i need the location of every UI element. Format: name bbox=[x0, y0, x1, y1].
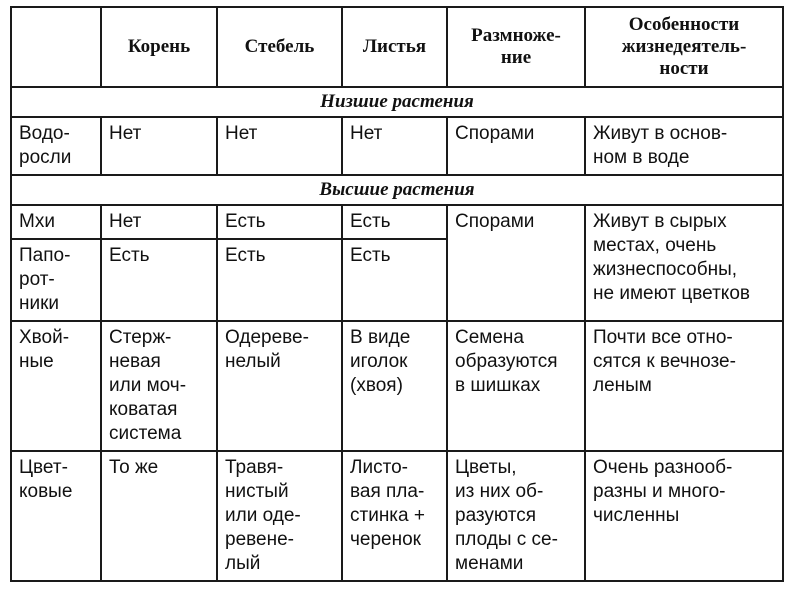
header-cell-root: Корень bbox=[101, 7, 217, 87]
header-cell-stem: Стебель bbox=[217, 7, 342, 87]
table-row-algae bbox=[11, 117, 783, 175]
table-cell: Есть bbox=[217, 239, 342, 321]
table-row-mosses bbox=[11, 205, 783, 239]
section-title-lower: Низшие растения bbox=[11, 87, 783, 117]
table-row-flowering bbox=[11, 451, 783, 581]
table-cell: Почти все отно- сятся к вечнозе- леным bbox=[585, 321, 783, 451]
table-cell: Стерж- невая или моч- коватая система bbox=[101, 321, 217, 451]
row-label-algae: Водо- росли bbox=[11, 117, 101, 175]
table-cell: Спорами bbox=[447, 205, 585, 321]
row-label-ferns: Папо- рот- ники bbox=[11, 239, 101, 321]
table-cell: Нет bbox=[342, 117, 447, 175]
table-cell: Нет bbox=[101, 117, 217, 175]
table-cell: Есть bbox=[342, 239, 447, 321]
plants-comparison-table bbox=[10, 6, 784, 582]
row-label-conifers: Хвой- ные bbox=[11, 321, 101, 451]
table-cell: Есть bbox=[217, 205, 342, 239]
table-cell: Живут в сырых местах, очень жизнеспособны, не имеют цветков bbox=[585, 205, 783, 321]
table-cell: То же bbox=[101, 451, 217, 581]
table-cell: Нет bbox=[101, 205, 217, 239]
table-cell: Травя- нистый или оде- ревене- лый bbox=[217, 451, 342, 581]
row-label-mosses: Мхи bbox=[11, 205, 101, 239]
table-cell: В виде иголок (хвоя) bbox=[342, 321, 447, 451]
section-row-higher bbox=[11, 175, 783, 205]
header-cell-features: Особенности жизнедеятель- ности bbox=[585, 7, 783, 87]
section-row-lower bbox=[11, 87, 783, 117]
header-cell-leaves: Листья bbox=[342, 7, 447, 87]
table-row-conifers bbox=[11, 321, 783, 451]
section-title-higher: Высшие растения bbox=[11, 175, 783, 205]
header-cell-reproduction: Размноже- ние bbox=[447, 7, 585, 87]
table-cell: Есть bbox=[342, 205, 447, 239]
table-cell: Семена образуются в шишках bbox=[447, 321, 585, 451]
table-cell: Листо- вая пла- стинка + черенок bbox=[342, 451, 447, 581]
table-cell: Цветы, из них об- разуются плоды с се- менами bbox=[447, 451, 585, 581]
table-cell: Спорами bbox=[447, 117, 585, 175]
row-label-flowering: Цвет- ковые bbox=[11, 451, 101, 581]
header-row bbox=[11, 7, 783, 87]
table-cell: Одереве- нелый bbox=[217, 321, 342, 451]
table-cell: Нет bbox=[217, 117, 342, 175]
table-cell: Есть bbox=[101, 239, 217, 321]
header-cell-empty bbox=[11, 7, 101, 87]
table-cell: Живут в основ- ном в воде bbox=[585, 117, 783, 175]
table-cell: Очень разнооб- разны и много- численны bbox=[585, 451, 783, 581]
